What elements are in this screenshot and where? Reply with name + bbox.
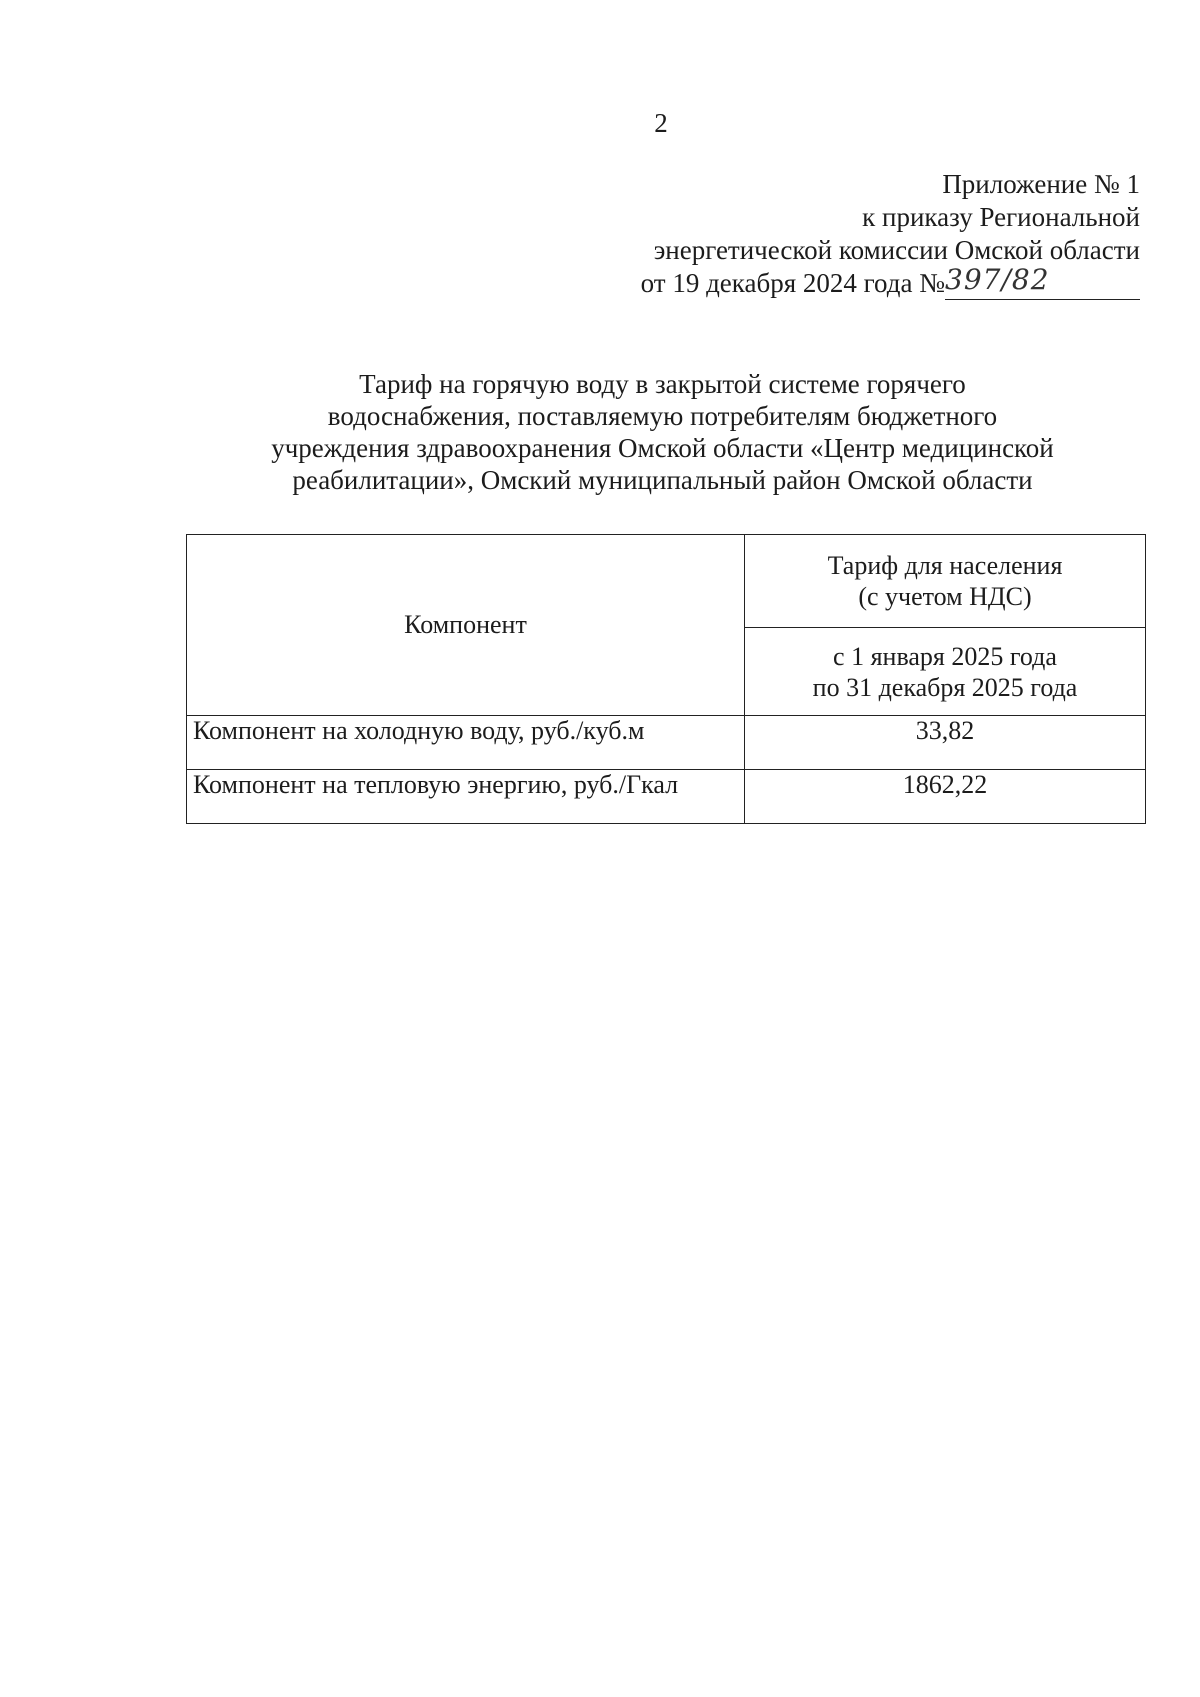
header-tariff-line-2: (с учетом НДС) — [858, 582, 1032, 612]
appendix-line-2: к приказу Региональной — [862, 202, 1140, 232]
header-tariff-line-1: Тариф для населения — [827, 551, 1063, 581]
title-line-3: учреждения здравоохранения Омской области «Центр медицинской — [271, 433, 1054, 463]
title-line-4: реабилитации», Омский муниципальный район Омской области — [292, 465, 1033, 495]
order-date: от 19 декабря 2024 года № — [640, 268, 945, 298]
document-title — [180, 368, 1145, 496]
title-line-1: Тариф на горячую воду в закрытой системе горячего — [359, 369, 966, 399]
header-period-line-2: по 31 декабря 2025 года — [812, 672, 1078, 702]
order-number-handwritten: 397/82 — [945, 263, 1050, 296]
table-header-row — [187, 535, 1146, 628]
order-number-field — [945, 263, 1140, 300]
header-period-line-1: с 1 января 2025 года — [833, 641, 1057, 671]
appendix-line-3: энергетической комиссии Омской области — [653, 235, 1140, 265]
row-name: Компонент на холодную воду, руб./куб.м — [187, 716, 745, 770]
title-line-2: водоснабжения, поставляемую потребителям бюджетного — [327, 401, 998, 431]
tariff-table — [186, 534, 1146, 824]
header-period — [745, 628, 1146, 716]
table-row — [187, 770, 1146, 824]
page-number: 2 — [654, 108, 668, 138]
appendix-line-4 — [640, 263, 1140, 300]
appendix-line-1: Приложение № 1 — [942, 169, 1140, 199]
header-tariff — [745, 535, 1146, 628]
row-name: Компонент на тепловую энергию, руб./Гкал — [187, 770, 745, 824]
row-value: 1862,22 — [745, 770, 1146, 824]
table-row — [187, 716, 1146, 770]
appendix-header — [641, 168, 1140, 300]
row-value: 33,82 — [745, 716, 1146, 770]
header-component: Компонент — [187, 535, 745, 716]
